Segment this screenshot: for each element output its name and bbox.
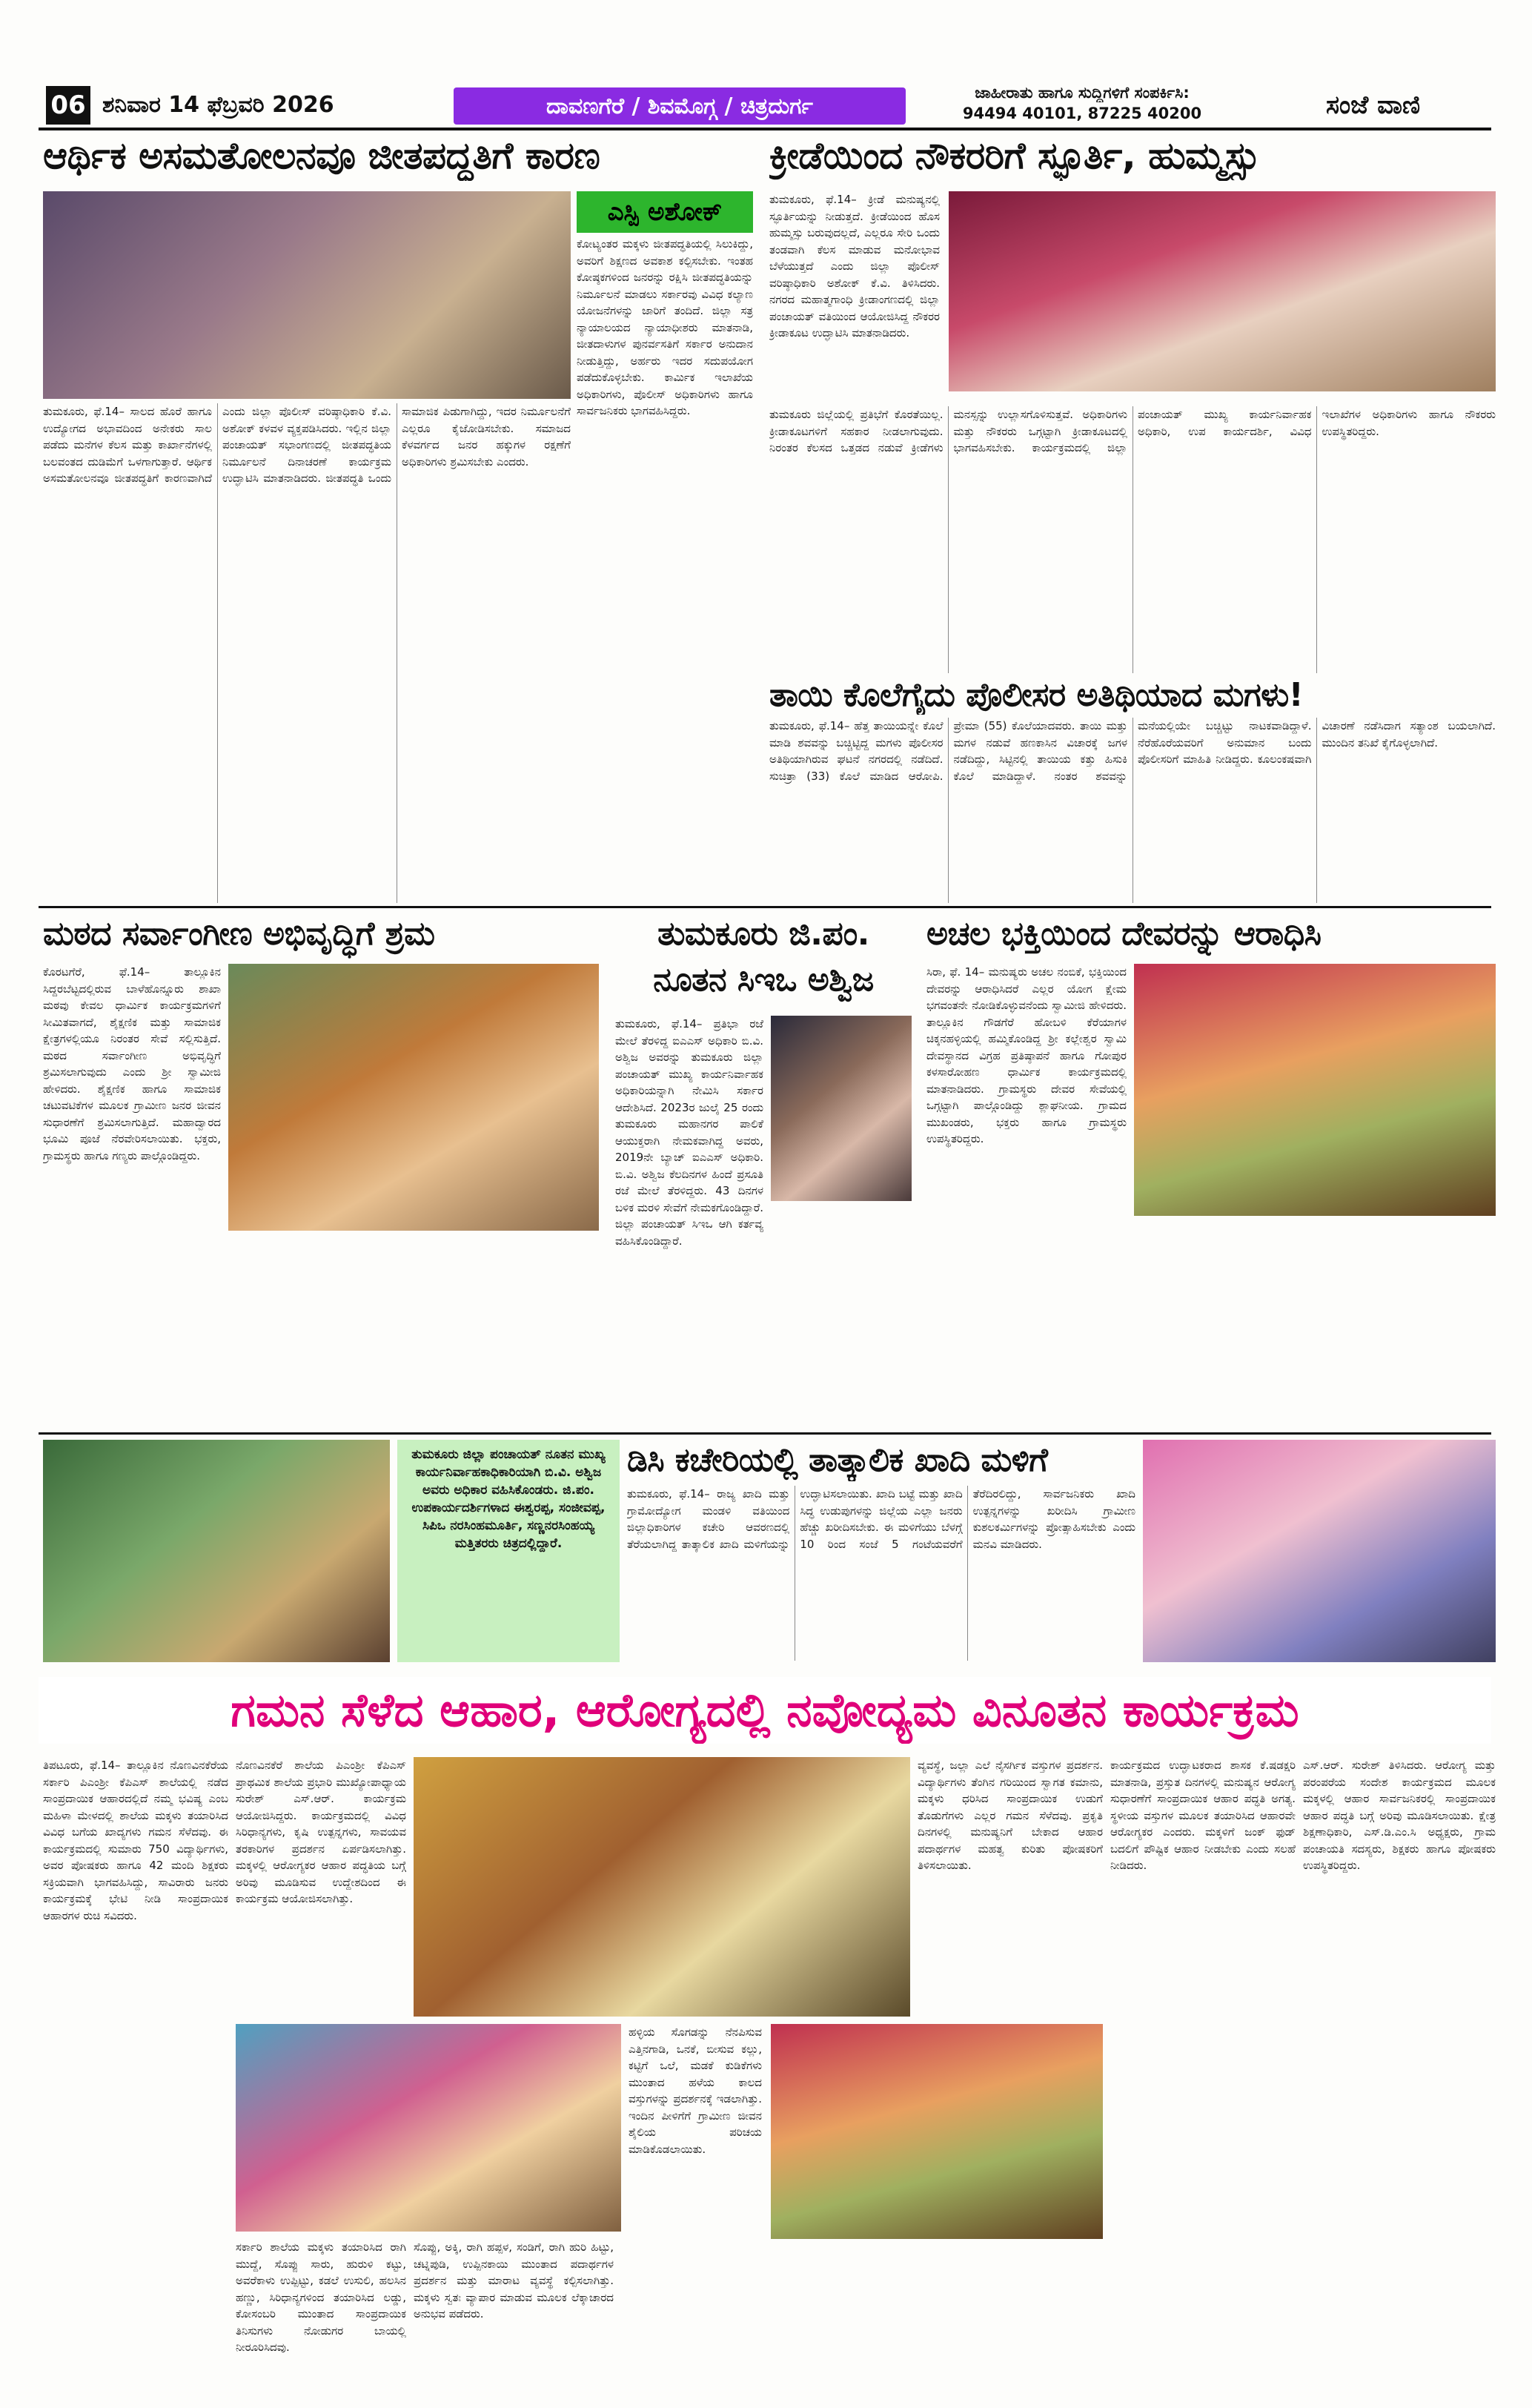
article-9-body-bottom-right: ಹಳ್ಳಿಯ ಸೊಗಡನ್ನು ನೆನಪಿಸುವ ಎತ್ತಿನಗಾಡಿ, ಒನಕೆ, ಬೀಸುವ ಕಲ್ಲು, ಕಟ್ಟಿಗೆ ಒಲೆ, ಮಡಕೆ ಕುಡಿಕೆಗಳು ಮುಂತಾದ ಹಳೆಯ ಕಾಲದ ವಸ್ತುಗಳನ್ನು ಪ್ರದರ್ಶನಕ್ಕೆ ಇಡಲಾಗಿತ್ತು. ಇಂದಿನ ಪೀಳಿಗೆಗೆ ಗ್ರಾಮೀಣ ಜೀವನ ಶೈಲಿಯ ಪರಿಚಯ ಮಾಡಿಕೊಡಲಾಯಿತು. [629, 2025, 762, 2156]
article-9-body-col3: ವ್ಯವಸ್ಥೆ, ಜಲ್ಲಾ ಎಲೆ ನೈಸರ್ಗಿಕ ವಸ್ತುಗಳ ಪ್ರದರ್ಶನ. ವಿದ್ಯಾರ್ಥಿಗಳು ತೆಂಗಿನ ಗರಿಯಿಂದ ಸ್ವಾಗತ ಕಮಾನು, ಮಕ್ಕಳು ಧರಿಸಿದ ಸಾಂಪ್ರದಾಯಿಕ ಉಡುಗೆ ತೊಡುಗೆಗಳು ಎಲ್ಲರ ಗಮನ ಸೆಳೆದವು. ಪ್ರಕೃತಿ ದಿನಗಳಲ್ಲಿ ಮನುಷ್ಯನಿಗೆ ಬೇಕಾದ ಆಹಾರ ಪದಾರ್ಥಗಳ ಮಹತ್ವ ಕುರಿತು ಪೋಷಕರಿಗೆ ತಿಳಿಸಲಾಯಿತು. [918, 1759, 1103, 1872]
article-9-body-col2: ನೊಣವಿನಕೆರೆ ಶಾಲೆಯ ಪಿಎಂಶ್ರೀ ಕೆಪಿಎಸ್ ಪ್ರಾಥಮಿಕ ಶಾಲೆಯ ಪ್ರಭಾರಿ ಮುಖ್ಯೋಪಾಧ್ಯಾಯ ಸುರೇಶ್ ಎಸ್.ಆರ್. ಕಾರ್ಯಕ್ರಮ ಆಯೋಜಿಸಿದ್ದರು. ಕಾರ್ಯಕ್ರಮದಲ್ಲಿ ವಿವಿಧ ಸಿರಿಧಾನ್ಯಗಳು, ಕೃಷಿ ಉತ್ಪನ್ನಗಳು, ಸಾವಯವ ತರಕಾರಿಗಳ ಪ್ರದರ್ಶನ ಏರ್ಪಡಿಸಲಾಗಿತ್ತು. ಮಕ್ಕಳಲ್ಲಿ ಆರೋಗ್ಯಕರ ಆಹಾರ ಪದ್ಧತಿಯ ಬಗ್ಗೆ ಅರಿವು ಮೂಡಿಸುವ ಉದ್ದೇಶದಿಂದ ಈ ಕಾರ್ಯಕ್ರಮ ಆಯೋಜಿಸಲಾಗಿತ್ತು. [236, 1759, 406, 1905]
feature-banner-headline: ಗಮನ ಸೆಳೆದ ಆಹಾರ, ಆರೋಗ್ಯದಲ್ಲಿ ನವೋದ್ಯಮ ವಿನೂತನ ಕಾರ್ಯಕ್ರಮ [39, 1677, 1491, 1744]
article-2-body-left: ತುಮಕೂರು, ಫೆ.14– ಕ್ರೀಡೆ ಮನುಷ್ಯನಲ್ಲಿ ಸ್ಫೂರ್ತಿಯನ್ನು ನೀಡುತ್ತದೆ. ಕ್ರೀಡೆಯಿಂದ ಹೊಸ ಹುಮ್ಮಸ್ಸು ಬರುವುದಲ್ಲದೆ, ಎಲ್ಲರೂ ಸೇರಿ ಒಂದು ತಂಡವಾಗಿ ಕೆಲಸ ಮಾಡುವ ಮನೋಭಾವ ಬೆಳೆಯುತ್ತದೆ ಎಂದು ಜಿಲ್ಲಾ ಪೊಲೀಸ್ ವರಿಷ್ಠಾಧಿಕಾರಿ ಅಶೋಕ್ ಕೆ.ವಿ. ತಿಳಿಸಿದರು. ನಗರದ ಮಹಾತ್ಮಗಾಂಧಿ ಕ್ರೀಡಾಂಗಣದಲ್ಲಿ ಜಿಲ್ಲಾ ಪಂಚಾಯತ್ ವತಿಯಿಂದ ಆಯೋಜಿಸಿದ್ದ ನೌಕರರ ಕ್ರೀಡಾಕೂಟ ಉದ್ಘಾಟಿಸಿ ಮಾತನಾಡಿದರು. [769, 193, 940, 340]
article-6-body: ಸಿರಾ, ಫೆ. 14– ಮನುಷ್ಯರು ಅಚಲ ನಂಬಿಕೆ, ಭಕ್ತಿಯಿಂದ ದೇವರನ್ನು ಆರಾಧಿಸಿದರೆ ಎಲ್ಲರ ಯೋಗ ಕ್ಷೇಮ ಭಗವಂತನೇ ನೋಡಿಕೊಳ್ಳುವನೆಂದು ಸ್ವಾಮೀಜಿ ಹೇಳಿದರು. ತಾಲ್ಲೂಕಿನ ಗೌಡಗೆರೆ ಹೋಬಳಿ ಕೆರೆಯಾಗಳ ಚಿಕ್ಕನಹಳ್ಳಿಯಲ್ಲಿ ಹಮ್ಮಿಕೊಂಡಿದ್ದ ಶ್ರೀ ಕಲ್ಲೇಶ್ವರ ಸ್ವಾಮಿ ದೇವಸ್ಥಾನದ ವಿಗ್ರಹ ಪ್ರತಿಷ್ಠಾಪನೆ ಹಾಗೂ ಗೋಪುರ ಕಳಸಾರೋಹಣ ಧಾರ್ಮಿಕ ಕಾರ್ಯಕ್ರಮದಲ್ಲಿ ಮಾತನಾಡಿದರು. ಗ್ರಾಮಸ್ಥರು ದೇವರ ಸೇವೆಯಲ್ಲಿ ಒಗ್ಗಟ್ಟಾಗಿ ಪಾಲ್ಗೊಂಡಿದ್ದು ಶ್ಲಾಘನೀಯ. ಗ್ರಾಮದ ಮುಖಂಡರು, ಭಕ್ತರು ಹಾಗೂ ಗ್ರಾಮಸ್ಥರು ಉಪಸ್ಥಿತರಿದ್ದರು. [926, 965, 1127, 1145]
article-8-photo [1143, 1440, 1496, 1662]
article-2-body-right: ತುಮಕೂರು ಜಿಲ್ಲೆಯಲ್ಲಿ ಪ್ರತಿಭೆಗೆ ಕೊರತೆಯಿಲ್ಲ. ಕ್ರೀಡಾಕೂಟಗಳಿಗೆ ಸಹಕಾರ ನೀಡಲಾಗುವುದು. ನಿರಂತರ ಕೆಲಸದ ಒತ್ತಡದ ನಡುವೆ ಕ್ರೀಡೆಗಳು ಮನಸ್ಸನ್ನು ಉಲ್ಲಾಸಗೊಳಿಸುತ್ತವೆ. ಅಧಿಕಾರಿಗಳು ಮತ್ತು ನೌಕರರು ಒಗ್ಗಟ್ಟಾಗಿ ಕ್ರೀಡಾಕೂಟದಲ್ಲಿ ಭಾಗವಹಿಸಬೇಕು. ಕಾರ್ಯಕ್ರಮದಲ್ಲಿ ಜಿಲ್ಲಾ ಪಂಚಾಯತ್ ಮುಖ್ಯ ಕಾರ್ಯನಿರ್ವಾಹಕ ಅಧಿಕಾರಿ, ಉಪ ಕಾರ್ಯದರ್ಶಿ, ವಿವಿಧ ಇಲಾಖೆಗಳ ಅಧಿಕಾರಿಗಳು ಹಾಗೂ ನೌಕರರು ಉಪಸ್ಥಿತರಿದ್ದರು. [769, 408, 1496, 454]
masthead-rule [39, 128, 1491, 130]
article-2-headline: ಕ್ರೀಡೆಯಿಂದ ನೌಕರರಿಗೆ ಸ್ಫೂರ್ತಿ, ಹುಮ್ಮಸ್ಸು [769, 134, 1260, 177]
article-3-body: ತುಮಕೂರು, ಫೆ.14– ಹೆತ್ತ ತಾಯಿಯನ್ನೇ ಕೊಲೆ ಮಾಡಿ ಶವವನ್ನು ಬಚ್ಚಿಟ್ಟಿದ್ದ ಮಗಳು ಪೊಲೀಸರ ಅತಿಥಿಯಾಗಿರುವ ಘಟನೆ ನಗರದಲ್ಲಿ ನಡೆದಿದೆ. ಸುಚಿತ್ರಾ (33) ಕೊಲೆ ಮಾಡಿದ ಆರೋಪಿ. ಪ್ರೇಮಾ (55) ಕೊಲೆಯಾದವರು. ತಾಯಿ ಮತ್ತು ಮಗಳ ನಡುವೆ ಹಣಕಾಸಿನ ವಿಚಾರಕ್ಕೆ ಜಗಳ ನಡೆದಿದ್ದು, ಸಿಟ್ಟಿನಲ್ಲಿ ತಾಯಿಯ ಕತ್ತು ಹಿಸುಕಿ ಕೊಲೆ ಮಾಡಿದ್ದಾಳೆ. ನಂತರ ಶವವನ್ನು ಮನೆಯಲ್ಲಿಯೇ ಬಚ್ಚಿಟ್ಟು ನಾಟಕವಾಡಿದ್ದಾಳೆ. ನೆರೆಹೊರೆಯವರಿಗೆ ಅನುಮಾನ ಬಂದು ಪೊಲೀಸರಿಗೆ ಮಾಹಿತಿ ನೀಡಿದ್ದರು. ಕೂಲಂಕಷವಾಗಿ ವಿಚಾರಣೆ ನಡೆಸಿದಾಗ ಸತ್ಯಾಂಶ ಬಯಲಾಗಿದೆ. ಮುಂದಿನ ತನಿಖೆ ಕೈಗೊಳ್ಳಲಾಗಿದೆ. [769, 719, 1496, 783]
page-number: 06 [46, 86, 90, 125]
article-7-caption: ತುಮಕೂರು ಜಿಲ್ಲಾ ಪಂಚಾಯತ್ ನೂತನ ಮುಖ್ಯ ಕಾರ್ಯನಿರ್ವಾಹಕಾಧಿಕಾರಿಯಾಗಿ ಬಿ.ವಿ. ಅಶ್ವಿಜ ಅವರು ಅಧಿಕಾರ ವಹಿಸಿಕೊಂಡರು. ಜಿ.ಪಂ. ಉಪಕಾರ್ಯದರ್ಶಿಗಳಾದ ಈಶ್ವರಪ್ಪ, ಸಂಜೀವಪ್ಪ, ಸಿಪಿಒ ನರಸಿಂಹಮೂರ್ತಿ, ಸಣ್ಣನರಸಿಂಹಯ್ಯ ಮತ್ತಿತರರು ಚಿತ್ರದಲ್ಲಿದ್ದಾರೆ. [397, 1440, 620, 1662]
article-9-body-col4: ಕಾರ್ಯಕ್ರಮದ ಉದ್ಘಾಟಕರಾದ ಶಾಸಕ ಕೆ.ಷಡಕ್ಷರಿ ಮಾತನಾಡಿ, ಪ್ರಸ್ತುತ ದಿನಗಳಲ್ಲಿ ಮನುಷ್ಯನ ಆರೋಗ್ಯ ಸುಧಾರಣೆಗೆ ಸಾಂಪ್ರದಾಯಿಕ ಆಹಾರ ಪದ್ಧತಿ ಅಗತ್ಯ. ಸ್ಥಳೀಯ ವಸ್ತುಗಳ ಮೂಲಕ ತಯಾರಿಸಿದ ಆಹಾರವೇ ಆರೋಗ್ಯಕರ ಎಂದರು. ಮಕ್ಕಳಿಗೆ ಜಂಕ್ ಫುಡ್ ಬದಲಿಗೆ ಪೌಷ್ಟಿಕ ಆಹಾರ ನೀಡಬೇಕು ಎಂದು ಸಲಹೆ ನೀಡಿದರು. [1110, 1759, 1296, 1872]
article-2-photo [949, 191, 1496, 391]
article-9-photo-stall [236, 2024, 621, 2232]
article-5-portrait [771, 1016, 912, 1201]
article-6-photo [1134, 964, 1496, 1216]
article-3-headline: ತಾಯಿ ಕೊಲೆಗೈದು ಪೊಲೀಸರ ಅತಿಥಿಯಾದ ಮಗಳು! [769, 676, 1303, 714]
newspaper-brand-logo: ಸಂಜೆ ವಾಣಿ [1325, 90, 1421, 120]
article-9-body-col1: ತಿಪಟೂರು, ಫೆ.14– ತಾಲ್ಲೂಕಿನ ನೊಣವಿನಕೆರೆಯ ಸರ್ಕಾರಿ ಪಿಎಂಶ್ರೀ ಕೆಪಿಎಸ್ ಶಾಲೆಯಲ್ಲಿ ನಡೆದ ಸಾಂಪ್ರದಾಯಿಕ ಆಹಾರದಲ್ಲಿದೆ ನಮ್ಮ ಭವಿಷ್ಯ ಎಂಬ ಮಹಿಳಾ ಮೇಳದಲ್ಲಿ ಶಾಲೆಯ ಮಕ್ಕಳು ತಯಾರಿಸಿದ ವಿವಿಧ ಬಗೆಯ ಖಾದ್ಯಗಳು ಗಮನ ಸೆಳೆದವು. ಈ ಕಾರ್ಯಕ್ರಮದಲ್ಲಿ ಸುಮಾರು 750 ವಿದ್ಯಾರ್ಥಿಗಳು, ಅವರ ಪೋಷಕರು ಹಾಗೂ 42 ಮಂದಿ ಶಿಕ್ಷಕರು ಸಕ್ರಿಯವಾಗಿ ಭಾಗವಹಿಸಿದ್ದು, ಸಾವಿರಾರು ಜನರು ಕಾರ್ಯಕ್ರಮಕ್ಕೆ ಭೇಟಿ ನೀಡಿ ಸಾಂಪ್ರದಾಯಿಕ ಆಹಾರಗಳ ರುಚಿ ಸವಿದರು. [43, 1759, 228, 1922]
article-8-body: ತುಮಕೂರು, ಫೆ.14– ರಾಜ್ಯ ಖಾದಿ ಮತ್ತು ಗ್ರಾಮೋದ್ಯೋಗ ಮಂಡಳಿ ವತಿಯಿಂದ ಜಿಲ್ಲಾಧಿಕಾರಿಗಳ ಕಚೇರಿ ಆವರಣದಲ್ಲಿ ತೆರೆಯಲಾಗಿದ್ದ ತಾತ್ಕಾಲಿಕ ಖಾದಿ ಮಳಿಗೆಯನ್ನು ಉದ್ಘಾಟಿಸಲಾಯಿತು. ಖಾದಿ ಬಟ್ಟೆ ಮತ್ತು ಖಾದಿ ಸಿದ್ಧ ಉಡುಪುಗಳನ್ನು ಜಿಲ್ಲೆಯ ಎಲ್ಲಾ ಜನರು ಹೆಚ್ಚು ಖರೀದಿಸಬೇಕು. ಈ ಮಳಿಗೆಯು ಬೆಳಗ್ಗೆ 10 ರಿಂದ ಸಂಜೆ 5 ಗಂಟೆಯವರೆಗೆ ತೆರೆದಿರಲಿದ್ದು, ಸಾರ್ವಜನಿಕರು ಖಾದಿ ಉತ್ಪನ್ನಗಳನ್ನು ಖರೀದಿಸಿ ಗ್ರಾಮೀಣ ಕುಶಲಕರ್ಮಿಗಳನ್ನು ಪ್ರೋತ್ಸಾಹಿಸಬೇಕು ಎಂದು ಮನವಿ ಮಾಡಿದರು. [627, 1487, 1135, 1551]
article-5-headline-line2: ನೂತನ ಸಿಇಒ ಅಶ್ವಿಜ [653, 961, 874, 999]
contact-label: ಜಾಹೀರಾತು ಹಾಗೂ ಸುದ್ದಿಗಳಿಗೆ ಸಂಪರ್ಕಿಸಿ: [975, 84, 1190, 102]
article-1-headline: ಆರ್ಥಿಕ ಅಸಮತೋಲನವೂ ಜೀತಪದ್ಧತಿಗೆ ಕಾರಣ [43, 134, 600, 177]
article-9-photo-main [414, 1757, 910, 2017]
article-4-body: ಕೊರಟಗೆರೆ, ಫೆ.14– ತಾಲ್ಲೂಕಿನ ಸಿದ್ದರಬೆಟ್ಟದಲ್ಲಿರುವ ಬಾಳೆಹೊನ್ನೂರು ಶಾಖಾ ಮಠವು ಕೇವಲ ಧಾರ್ಮಿಕ ಕಾರ್ಯಕ್ರಮಗಳಿಗೆ ಸೀಮಿತವಾಗದೆ, ಶೈಕ್ಷಣಿಕ ಮತ್ತು ಸಾಮಾಜಿಕ ಕ್ಷೇತ್ರಗಳಲ್ಲಿಯೂ ನಿರಂತರ ಸೇವೆ ಸಲ್ಲಿಸುತ್ತಿದೆ. ಮಠದ ಸರ್ವಾಂಗೀಣ ಅಭಿವೃದ್ಧಿಗೆ ಶ್ರಮಿಸಲಾಗುವುದು ಎಂದು ಶ್ರೀ ಸ್ವಾಮೀಜಿ ಹೇಳಿದರು. ಶೈಕ್ಷಣಿಕ ಹಾಗೂ ಸಾಮಾಜಿಕ ಚಟುವಟಿಕೆಗಳ ಮೂಲಕ ಗ್ರಾಮೀಣ ಜನರ ಜೀವನ ಸುಧಾರಣೆಗೆ ಶ್ರಮಿಸಲಾಗುತ್ತಿದೆ. ಮಹಾದ್ವಾರದ ಭೂಮಿ ಪೂಜೆ ನೆರವೇರಿಸಲಾಯಿತು. ಭಕ್ತರು, ಗ್ರಾಮಸ್ಥರು ಹಾಗೂ ಗಣ್ಯರು ಪಾಲ್ಗೊಂಡಿದ್ದರು. [43, 965, 221, 1162]
issue-date: ಶನಿವಾರ 14 ಫೆಬ್ರವರಿ 2026 [102, 92, 334, 118]
contact-numbers: 94494 40101, 87225 40200 [962, 105, 1202, 122]
article-6-headline: ಅಚಲ ಭಕ್ತಿಯಿಂದ ದೇವರನ್ನು ಆರಾಧಿಸಿ [926, 915, 1322, 953]
article-1-photo [43, 191, 571, 399]
edition-label: ದಾವಣಗೆರೆ / ಶಿವಮೊಗ್ಗ / ಚಿತ್ರದುರ್ಗ [454, 87, 906, 125]
article-1-body-left: ತುಮಕೂರು, ಫೆ.14– ಸಾಲದ ಹೊರೆ ಹಾಗೂ ಉದ್ಯೋಗದ ಅಭಾವದಿಂದ ಅನೇಕರು ಸಾಲ ಪಡೆದು ಮನೆಗಳ ಕೆಲಸ ಮತ್ತು ಕಾರ್ಖಾನೆಗಳಲ್ಲಿ ಬಲವಂತದ ದುಡಿಮೆಗೆ ಒಳಗಾಗುತ್ತಾರೆ. ಆರ್ಥಿಕ ಅಸಮತೋಲನವೂ ಜೀತಪದ್ಧತಿಗೆ ಕಾರಣವಾಗಿದೆ ಎಂದು ಜಿಲ್ಲಾ ಪೊಲೀಸ್ ವರಿಷ್ಠಾಧಿಕಾರಿ ಕೆ.ವಿ. ಅಶೋಕ್ ಕಳವಳ ವ್ಯಕ್ತಪಡಿಸಿದರು. ಇಲ್ಲಿನ ಜಿಲ್ಲಾ ಪಂಚಾಯತ್ ಸಭಾಂಗಣದಲ್ಲಿ ಜೀತಪದ್ಧತಿಯ ನಿರ್ಮೂಲನೆ ದಿನಾಚರಣೆ ಕಾರ್ಯಕ್ರಮ ಉದ್ಘಾಟಿಸಿ ಮಾತನಾಡಿದರು. ಜೀತಪದ್ಧತಿ ಒಂದು ಸಾಮಾಜಿಕ ಪಿಡುಗಾಗಿದ್ದು, ಇದರ ನಿರ್ಮೂಲನೆಗೆ ಎಲ್ಲರೂ ಕೈಜೋಡಿಸಬೇಕು. ಸಮಾಜದ ಕೆಳವರ್ಗದ ಜನರ ಹಕ್ಕುಗಳ ರಕ್ಷಣೆಗೆ ಅಧಿಕಾರಿಗಳು ಶ್ರಮಿಸಬೇಕು ಎಂದರು. [43, 405, 571, 485]
article-5-headline-line1: ತುಮಕೂರು ಜಿ.ಪಂ. [657, 915, 869, 953]
article-1-badge: ಎಸ್ಪಿ ಅಶೋಕ್ [577, 191, 753, 233]
article-1-body-right: ಕೋಟ್ಯಂತರ ಮಕ್ಕಳು ಜೀತಪದ್ಧತಿಯಲ್ಲಿ ಸಿಲುಕಿದ್ದು, ಅವರಿಗೆ ಶಿಕ್ಷಣದ ಅವಕಾಶ ಕಲ್ಪಿಸಬೇಕು. ಇಂತಹ ಕೋಷ್ಠಕಗಳಿಂದ ಜನರನ್ನು ರಕ್ಷಿಸಿ ಜೀತಪದ್ಧತಿಯನ್ನು ನಿರ್ಮೂಲನೆ ಮಾಡಲು ಸರ್ಕಾರವು ವಿವಿಧ ಕಲ್ಯಾಣ ಯೋಜನೆಗಳನ್ನು ಜಾರಿಗೆ ತಂದಿದೆ. ಜಿಲ್ಲಾ ಸತ್ರ ನ್ಯಾಯಾಲಯದ ನ್ಯಾಯಾಧೀಶರು ಮಾತನಾಡಿ, ಜೀತದಾಳುಗಳ ಪುನರ್ವಸತಿಗೆ ಸರ್ಕಾರ ಅನುದಾನ ನೀಡುತ್ತಿದ್ದು, ಅರ್ಹರು ಇದರ ಸದುಪಯೋಗ ಪಡೆದುಕೊಳ್ಳಬೇಕು. ಕಾರ್ಮಿಕ ಇಲಾಖೆಯ ಅಧಿಕಾರಿಗಳು, ಪೊಲೀಸ್ ಅಧಿಕಾರಿಗಳು ಹಾಗೂ ಸಾರ್ವಜನಿಕರು ಭಾಗವಹಿಸಿದ್ದರು. [577, 237, 753, 417]
article-4-photo [228, 964, 599, 1231]
article-7-photo [43, 1440, 390, 1662]
section-divider [39, 906, 1491, 908]
article-4-headline: ಮಠದ ಸರ್ವಾಂಗೀಣ ಅಭಿವೃದ್ಧಿಗೆ ಶ್ರಮ [43, 915, 435, 953]
article-9-body-col5: ಎಸ್.ಆರ್. ಸುರೇಶ್ ತಿಳಿಸಿದರು. ಆರೋಗ್ಯ ಮತ್ತು ಪರಂಪರೆಯ ಸಂದೇಶ ಕಾರ್ಯಕ್ರಮದ ಮೂಲಕ ಮಕ್ಕಳಲ್ಲಿ ಆಹಾರ ಸಾರ್ವಜನಿಕರಲ್ಲಿ ಸಾಂಪ್ರದಾಯಿಕ ಆಹಾರ ಪದ್ಧತಿ ಬಗ್ಗೆ ಅರಿವು ಮೂಡಿಸಲಾಯಿತು. ಕ್ಷೇತ್ರ ಶಿಕ್ಷಣಾಧಿಕಾರಿ, ಎಸ್.ಡಿ.ಎಂ.ಸಿ ಅಧ್ಯಕ್ಷರು, ಗ್ರಾಮ ಪಂಚಾಯತಿ ಸದಸ್ಯರು, ಶಿಕ್ಷಕರು ಹಾಗೂ ಪೋಷಕರು ಉಪಸ್ಥಿತರಿದ್ದರು. [1303, 1759, 1496, 1872]
section-divider-2 [39, 1432, 1491, 1435]
article-9-body-bottom-left: ಸರ್ಕಾರಿ ಶಾಲೆಯ ಮಕ್ಕಳು ತಯಾರಿಸಿದ ರಾಗಿ ಮುದ್ದೆ, ಸೊಪ್ಪು ಸಾರು, ಹುರುಳಿ ಕಟ್ಟು, ಅವರೆಕಾಳು ಉಪ್ಪಿಟ್ಟು, ಕಡಲೆ ಉಸುಲಿ, ಹಲಸಿನ ಹಣ್ಣು, ಸಿರಿಧಾನ್ಯಗಳಿಂದ ತಯಾರಿಸಿದ ಲಡ್ಡು, ಕೋಸಂಬರಿ ಮುಂತಾದ ಸಾಂಪ್ರದಾಯಿಕ ತಿನಿಸುಗಳು ನೋಡುಗರ ಬಾಯಲ್ಲಿ ನೀರೂರಿಸಿದವು. [236, 2240, 406, 2354]
article-5-body: ತುಮಕೂರು, ಫೆ.14– ಪ್ರತಿಭಾ ರಜೆ ಮೇಲೆ ತೆರಳಿದ್ದ ಐಎಎಸ್ ಅಧಿಕಾರಿ ಬಿ.ವಿ. ಅಶ್ವಿಜ ಅವರನ್ನು ತುಮಕೂರು ಜಿಲ್ಲಾ ಪಂಚಾಯತ್ ಮುಖ್ಯ ಕಾರ್ಯನಿರ್ವಾಹಕ ಅಧಿಕಾರಿಯನ್ನಾಗಿ ನೇಮಿಸಿ ಸರ್ಕಾರ ಆದೇಶಿಸಿದೆ. 2023ರ ಜುಲೈ 25 ರಂದು ತುಮಕೂರು ಮಹಾನಗರ ಪಾಲಿಕೆ ಆಯುಕ್ತರಾಗಿ ನೇಮಕವಾಗಿದ್ದ ಅವರು, 2019ನೇ ಬ್ಯಾಚ್ ಐಎಎಸ್ ಅಧಿಕಾರಿ. ಬಿ.ವಿ. ಅಶ್ವಿಜ ಕೆಲದಿನಗಳ ಹಿಂದೆ ಪ್ರಸೂತಿ ರಜೆ ಮೇಲೆ ತೆರಳಿದ್ದರು. 43 ದಿನಗಳ ಬಳಿಕ ಮರಳಿ ಸೇವೆಗೆ ನೇಮಕಗೊಂಡಿದ್ದಾರೆ. ಜಿಲ್ಲಾ ಪಂಚಾಯತ್ ಸಿಇಒ ಆಗಿ ಕರ್ತವ್ಯ ವಹಿಸಿಕೊಂಡಿದ್ದಾರೆ. [615, 1017, 763, 1248]
article-8-headline: ಡಿಸಿ ಕಚೇರಿಯಲ್ಲಿ ತಾತ್ಕಾಲಿಕ ಖಾದಿ ಮಳಿಗೆ [627, 1441, 1048, 1479]
article-9-photo-visit [771, 2024, 1103, 2239]
article-9-body-bottom-mid: ಸೊಪ್ಪು, ಅಕ್ಕಿ, ರಾಗಿ ಹಪ್ಪಳ, ಸಂಡಿಗೆ, ರಾಗಿ ಹುರಿ ಹಿಟ್ಟು, ಚಟ್ನಿಪುಡಿ, ಉಪ್ಪಿನಕಾಯಿ ಮುಂತಾದ ಪದಾರ್ಥಗಳ ಪ್ರದರ್ಶನ ಮತ್ತು ಮಾರಾಟ ವ್ಯವಸ್ಥೆ ಕಲ್ಪಿಸಲಾಗಿತ್ತು. ಮಕ್ಕಳು ಸ್ವತಃ ವ್ಯಾಪಾರ ಮಾಡುವ ಮೂಲಕ ಲೆಕ್ಕಾಚಾರದ ಅನುಭವ ಪಡೆದರು. [414, 2240, 614, 2321]
